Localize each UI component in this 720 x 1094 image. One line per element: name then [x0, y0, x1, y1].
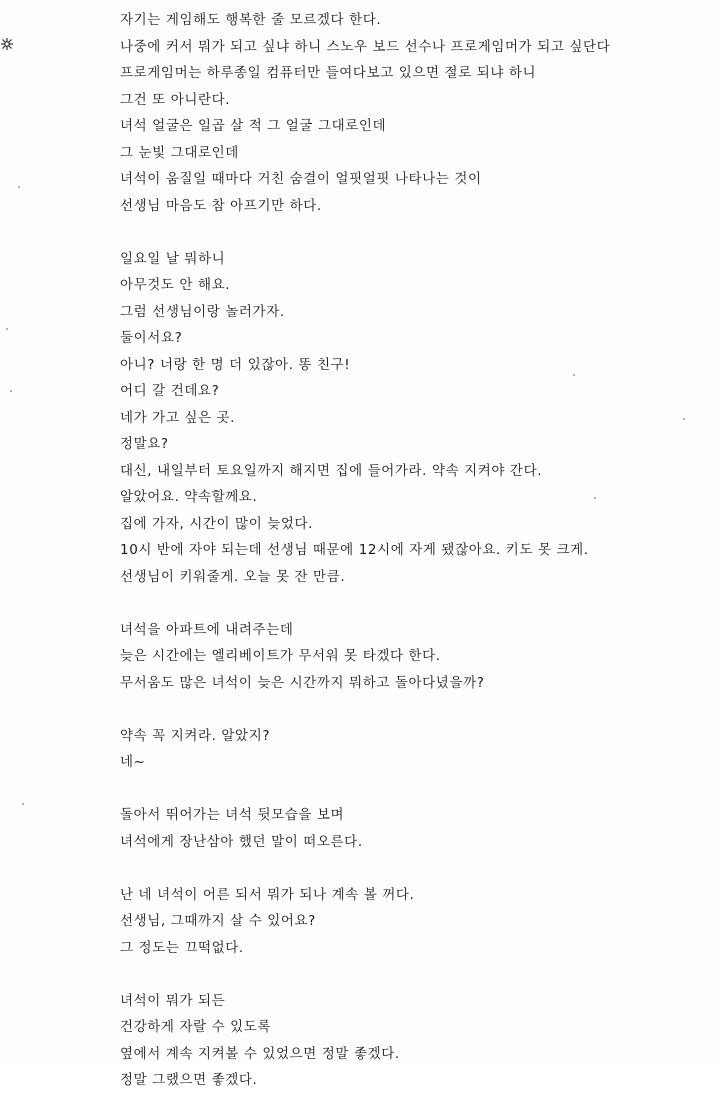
- text-line: 네가 가고 싶은 곳.: [120, 409, 236, 426]
- paragraph: [120, 723, 718, 776]
- text-line: 일요일 날 뭐하니: [120, 250, 226, 267]
- text-line: 선생님 마음도 참 아프기만 하다.: [120, 197, 322, 214]
- text-line: 10시 반에 자야 되는데 선생님 때문에 12시에 자게 됐잖아요. 키도 못 크게.: [120, 542, 589, 558]
- scan-speck: [18, 186, 20, 188]
- text-line: 녀석 얼굴은 일곱 살 적 그 얼굴 그대로인데: [120, 118, 387, 134]
- text-line: 아니? 너랑 한 명 더 있잖아. 똥 친구!: [120, 356, 351, 373]
- text-line: 건강하게 자랄 수 있도록: [120, 1019, 272, 1035]
- text-line: 늦은 시간에는 엘리베이트가 무서워 못 타겠다 한다.: [120, 648, 441, 664]
- paragraph: [120, 7, 718, 219]
- text-line: 나중에 커서 뭐가 되고 싶냐 하니 스노우 보드 선수나 프로게임머가 되고 싶단다: [120, 38, 611, 55]
- text-line: 둘이서요?: [120, 330, 183, 346]
- text-line: 녀석을 아파트에 내려주는데: [120, 621, 294, 638]
- scan-speck: [22, 803, 24, 805]
- scan-speck: [6, 328, 8, 330]
- text-line: 옆에서 계속 지켜볼 수 있었으면 정말 좋겠다.: [120, 1045, 400, 1062]
- text-line: 어디 갈 건데요?: [120, 383, 220, 399]
- text-line: 정말 그랬으면 좋겠다.: [120, 1072, 258, 1088]
- text-line: 녀석에게 장난삼아 했던 말이 떠오른다.: [120, 833, 363, 850]
- text-line: 약속 꼭 지켜라. 알았지?: [120, 727, 271, 744]
- text-line: 난 네 녀석이 어른 되서 뭐가 되나 계속 볼 꺼다.: [120, 886, 415, 903]
- text-line: 그 정도는 끄떡없다.: [120, 939, 244, 956]
- paragraph-gap: [120, 961, 718, 988]
- text-line: 대신, 내일부터 토요일까지 해지면 집에 들어가라. 약속 지켜야 간다.: [120, 462, 543, 479]
- document-body: [120, 7, 718, 1094]
- paragraph: [120, 246, 718, 591]
- paragraph: [120, 802, 718, 855]
- text-line: 자기는 게임해도 행복한 줄 모르겠다 한다.: [120, 12, 382, 28]
- text-line: 그럼 선생님이랑 놀러가자.: [120, 303, 285, 320]
- asterisk-flower-icon: [0, 37, 14, 51]
- text-line: 선생님이 키워줄게. 오늘 못 잔 만큼.: [120, 568, 346, 585]
- text-line: 프로게임머는 하루종일 컴퓨터만 들여다보고 있으면 절로 되냐 하니: [120, 65, 537, 81]
- paragraph-gap: [120, 219, 718, 246]
- text-line: 그 눈빛 그대로인데: [120, 144, 239, 161]
- paragraph-gap: [120, 855, 718, 882]
- text-line: 정말요?: [120, 436, 169, 452]
- text-line: 그건 또 아니란다.: [120, 91, 231, 108]
- paragraph-gap: [120, 776, 718, 803]
- text-line: 네~: [120, 754, 146, 770]
- paragraph-gap: [120, 590, 718, 617]
- paragraph-gap: [120, 696, 718, 723]
- text-line: 돌아서 뛰어가는 녀석 뒷모습을 보며: [120, 807, 345, 823]
- text-line: 선생님, 그때까지 살 수 있어요?: [120, 913, 316, 929]
- text-line: 녀석이 뭐가 되든: [120, 992, 226, 1009]
- paragraph: [120, 617, 718, 697]
- paragraph: [120, 882, 718, 962]
- text-line: 아무것도 안 해요.: [120, 277, 231, 293]
- scan-speck: [10, 390, 12, 392]
- text-line: 녀석이 움질일 때마다 거친 숨결이 얼핏얼핏 나타나는 것이: [120, 171, 482, 187]
- text-line: 알았어요. 약속할께요.: [120, 489, 258, 505]
- text-line: 무서움도 많은 녀석이 늦은 시간까지 뭐하고 돌아다녔을까?: [120, 674, 485, 691]
- paragraph: [120, 988, 718, 1094]
- text-line: 집에 가자, 시간이 많이 늦었다.: [120, 515, 314, 532]
